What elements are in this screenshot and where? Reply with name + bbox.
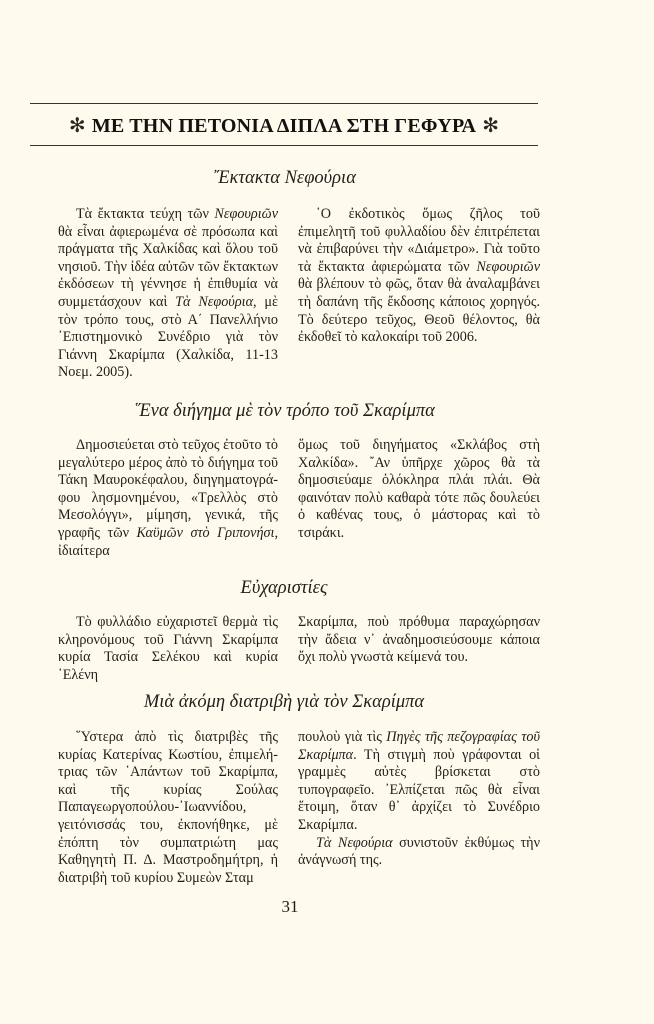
paragraph [58,729,278,887]
section-title-diigima: ῞Ενα διήγημα μὲ τὸν τρόπο τοῦ Σκαρίμπα [133,401,435,421]
text: , ἰδιαίτερα [58,524,278,559]
asterisk-ornament-icon: ✻ [68,115,86,137]
masthead-rule-bottom [30,145,538,146]
section-2-left-column [58,437,278,560]
section-4-left-column [58,729,278,887]
section-2-right-column [298,437,540,543]
text: , μὲ τὸν τρόπο τους, στὸ Α΄ Πανελλήνιο ᾽Επιστημονικὸ Συνέδριο γιὰ τὸν Γιάννη Σκαρίμπα (Χαλκίδα, 11-13 Νοεμ. 2005). [58,293,278,381]
italic-text: Καϋμῶν στὸ Γριπονήσι [136,524,275,541]
masthead-title: ΜΕ ΤΗΝ ΠΕΤΟΝΙΑ ΔΙΠΛΑ ΣΤΗ ΓΕΦΥΡΑ [91,115,477,137]
text: θὰ εἶναι ἀφιερωμένα σὲ πρόσωπα καὶ πράγματα τῆς Χαλκίδας καὶ ὅλου τοῦ νησιοῦ. Τὴν ἰδέα αὐτῶν τῶν ἔκτακτων ἐκδόσεων τὴ γέννησε ἡ ἐπιθυμία νὰ συμμετάσχουν καὶ [58,223,278,310]
italic-text: Πηγὲς τῆς πεζογραφίας τοῦ Σκαρίμπα [298,729,540,763]
text: πουλοὺ γιὰ τὶς [298,729,387,745]
paragraph [298,729,540,835]
text: . Τὴ στιγμὴ ποὺ γράφονται οἱ γραμμὲς αὐτὲς βρίσκεται στὸ τυπογραφεῖο. ᾽Ελπίζεται πῶς θὰ εἶναι ἕτοιμη, ὅταν θ᾽ ἀρχίζει τὸ Συνέδριο Σκαρίμπα. [298,746,540,833]
italic-text: Νεφουριῶν [214,206,278,222]
masthead-rule-top [30,103,538,104]
paragraph [298,437,540,543]
paragraph [298,835,540,870]
page-number: 31 [281,897,299,916]
paragraph [298,206,540,347]
paragraph [58,437,278,560]
paragraph [298,614,540,667]
section-3-right-column [298,614,540,667]
italic-text: Νεφουριῶν [476,258,540,275]
text: Τὰ ἔκτακτα τεύχη τῶν [76,206,215,222]
text: Τὸ φυλλάδιο εὐχαριστεῖ θερμὰ τὶς κληρονόμους τοῦ Γιάννη Σκαρίμπα κυρία Τασία Σελέκου καὶ κυρία ῾Ελένη [58,614,278,683]
section-1-left-column [58,206,278,382]
asterisk-ornament-icon: ✻ [482,115,500,137]
italic-text: Τὰ Νεφούρια [175,293,254,310]
text: συνιστοῦν ἐκθύμως τὴν ἀνάγνωσή της. [298,834,541,869]
text: ὅμως τοῦ διηγήματος «Σκλάβος στὴ Χαλκίδα». ῎Αν ὑπῆρχε χῶρος θὰ τὰ δημοσιεύαμε ὁλόκληρα πλάι πλάι. Θὰ φαινόταν πολὺ καθαρὰ τότε πῶς δουλεύει ὁ καθένας τους, ὁ μάστορας καὶ τὸ τσιράκι. [298,437,540,541]
paragraph [58,206,278,382]
italic-text: Τὰ Νεφούρια [316,834,393,851]
paragraph [58,614,278,684]
text: ῞Υστερα ἀπὸ τὶς διατριβὲς τῆς κυρίας Κατερίνας Κωστίου, ἐπιμελήτριας τῶν ῾Απάντων τοῦ Σκαρίμπα, καὶ τῆς κυρίας Σούλας Παπαγεωργοπούλου-᾽Ιωαννίδου, γειτόνισσάς του, ἐκπονήθηκε, μὲ ἐπόπτη τὸν συμπατριώτη μας Καθηγητὴ Π. Δ. Μαστροδημήτρη, ἡ διατριβὴ τοῦ κυρίου Συμεὼν Σταμ [58,729,278,886]
text: θὰ βλέπουν τὸ φῶς, ὅταν θὰ ἀναλαμβάνει τὴ δαπάνη τῆς ἔκδοσης κάποιος χορηγός. Τὸ δεύτερο τεῦχος, Θεοῦ θέλοντος, θὰ ἐκδοθεῖ τὸ καλοκαίρι τοῦ 2006. [298,276,540,346]
section-title-ektakta-nefouria: ῎Εκτακτα Νεφούρια [212,168,356,188]
section-title-diatrivi: Μιὰ ἀκόμη διατριβὴ γιὰ τὸν Σκαρίμπα [143,692,425,712]
section-title-eucharisties: Εὐχαριστίες [240,578,328,598]
text: Σκαρίμπα, ποὺ πρόθυμα παραχώρησαν τὴν ἄδεια ν᾽ ἀναδημοσιεύσουμε κάποια ὄχι πολὺ γνωστὰ κείμενά του. [298,614,540,666]
text: ῾Ο ἐκδοτικὸς ὅμως ζῆλος τοῦ ἐπιμελητῆ τοῦ φυλλαδίου δὲν ἐπιτρέπεται νὰ ἐπιβαρύνει τὴν «Διάμετρο». Γιὰ τοῦτο τὰ ἔκτακτα ἀφιερώματα τῶν [298,206,540,275]
section-4-right-column [298,729,540,870]
section-1-right-column [298,206,540,347]
masthead [30,113,538,138]
section-3-left-column [58,614,278,684]
text: Δημοσιεύεται στὸ τεῦχος ἐτοῦτο τὸ μεγαλύτερο μέρος ἀπὸ τὸ διήγημα τοῦ Τάκη Μαυροκέφαλου, διηγηματογράφου λησμονημένου, «Τρελλὸς στὸ Μεσολόγγι», μίμηση, γενικά, τῆς γραφῆς τῶν [58,437,278,541]
